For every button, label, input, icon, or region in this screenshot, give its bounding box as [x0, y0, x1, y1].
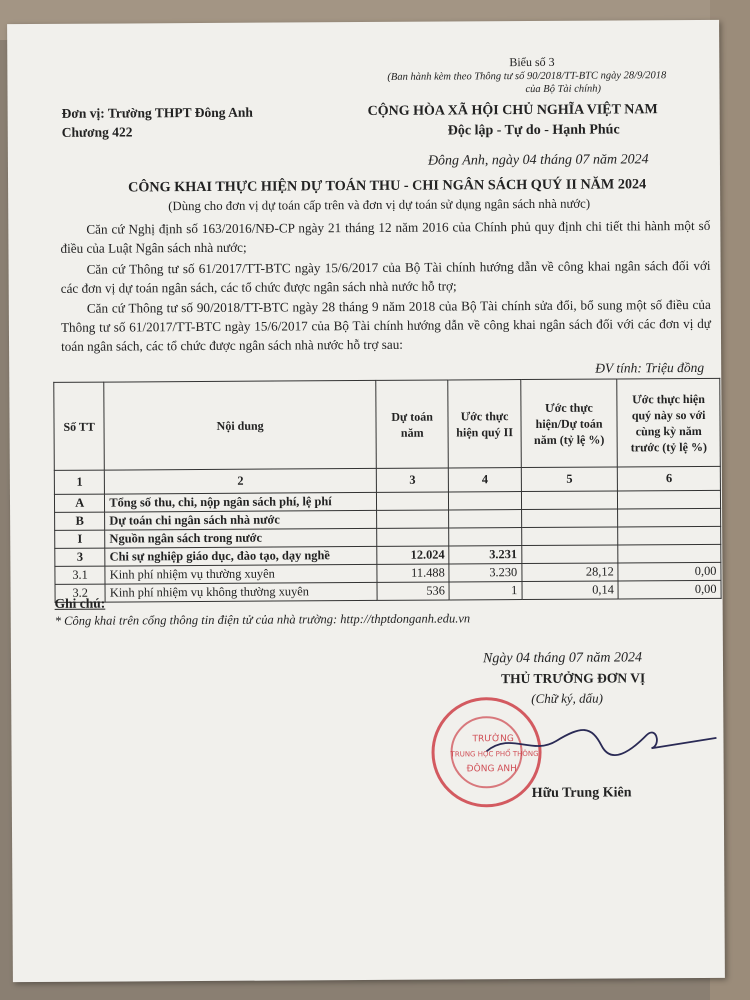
row-stt: B	[55, 512, 105, 530]
index-cell: 6	[618, 466, 721, 491]
row-ratio	[522, 545, 619, 564]
row-yoy: 0,00	[618, 580, 721, 599]
row-content: Nguồn ngân sách trong nước	[105, 528, 377, 548]
index-cell: 2	[105, 468, 377, 494]
row-plan: 536	[377, 582, 450, 600]
header-yoy: Ước thực hiện quý này so với cùng kỳ năm trước (tỷ lệ %)	[617, 378, 720, 467]
row-content: Chi sự nghiệp giáo dục, đào tạo, dạy nghề	[105, 546, 377, 566]
row-stt: 3.2	[55, 584, 105, 602]
row-plan	[376, 510, 449, 528]
row-yoy: 0,00	[618, 562, 721, 581]
signature-title: THỦ TRƯỞNG ĐƠN VỊ	[501, 670, 646, 687]
stamp-text-2: TRUNG HỌC PHỔ THÔNG	[450, 749, 539, 759]
header-plan: Dự toán năm	[376, 380, 449, 468]
row-stt: I	[55, 530, 105, 548]
row-yoy	[618, 508, 721, 527]
index-cell: 4	[449, 468, 522, 492]
row-q2: 3.230	[449, 564, 522, 582]
index-cell: 3	[376, 468, 449, 492]
row-ratio: 28,12	[522, 563, 619, 582]
budget-table	[53, 378, 721, 603]
stamp-text-3: ĐÔNG ANH	[466, 764, 517, 775]
document-page	[7, 20, 725, 982]
issued-by-line1: (Ban hành kèm theo Thông tư số 90/2018/TT-BTC ngày 28/9/2018	[387, 70, 667, 83]
row-ratio	[521, 491, 618, 510]
form-number: Biểu số 3	[509, 54, 555, 70]
republic-header: CỘNG HÒA XÃ HỘI CHỦ NGHĨA VIỆT NAM	[367, 102, 658, 119]
row-ratio	[521, 527, 618, 546]
row-yoy	[618, 544, 721, 563]
row-plan: 12.024	[377, 546, 450, 564]
table-header-row	[54, 378, 721, 470]
header-q2: Ước thực hiện quý II	[448, 380, 521, 468]
row-q2: 3.231	[449, 546, 522, 564]
row-yoy	[618, 526, 721, 545]
row-content: Kinh phí nhiệm vụ thường xuyên	[105, 564, 377, 584]
handwritten-signature	[481, 710, 721, 771]
row-plan	[376, 492, 449, 510]
paragraph-3: Căn cứ Thông tư số 90/2018/TT-BTC ngày 28 tháng 9 năm 2018 của Bộ Tài chính sửa đổi, bổ sung một số điều của Thông tư số 61/2017/TT-BTC ngày 15/6/2017 của Bộ Tài chính hướng dẫn về công khai ngân sách đối với các đơn vị dự toán ngân sách, các tổ chức được ngân sách nhà nước hỗ trợ sau:	[60, 296, 711, 354]
row-stt: 3.1	[55, 566, 105, 584]
signature-instruction: (Chữ ký, dấu)	[531, 690, 603, 706]
index-cell: 5	[521, 467, 618, 492]
row-q2	[449, 528, 522, 546]
notes-text: * Công khai trên cổng thông tin điện tử của nhà trường: http://thptdonganh.edu.vn	[54, 611, 471, 628]
row-ratio: 0,14	[522, 581, 619, 600]
table-row	[55, 580, 721, 602]
row-q2	[449, 492, 522, 510]
row-q2	[449, 510, 522, 528]
stamp-text-1: TRƯỜNG	[472, 734, 514, 745]
document-subtitle: (Dùng cho đơn vị dự toán cấp trên và đơn vị dự toán sử dụng ngân sách nhà nước)	[168, 196, 591, 214]
document-title: CÔNG KHAI THỰC HIỆN DỰ TOÁN THU - CHI NGÂN SÁCH QUÝ II NĂM 2024	[128, 176, 647, 196]
place-date: Đông Anh, ngày 04 tháng 07 năm 2024	[427, 152, 649, 169]
unit-name: Đơn vị: Trường THPT Đông Anh	[61, 104, 253, 121]
row-content: Tổng số thu, chi, nộp ngân sách phí, lệ phí	[105, 492, 377, 512]
issued-by-line2: của Bộ Tài chính)	[525, 83, 602, 96]
signature-date: Ngày 04 tháng 07 năm 2024	[482, 650, 643, 667]
chapter: Chương 422	[61, 124, 133, 140]
paragraph-2: Căn cứ Thông tư số 61/2017/TT-BTC ngày 15/6/2017 của Bộ Tài chính hướng dẫn về công khai ngân sách đối với các đơn vị dự toán ngân sách, các tổ chức được ngân sách nhà nước hỗ trợ;	[60, 257, 711, 296]
row-stt: A	[54, 494, 104, 512]
row-plan: 11.488	[377, 564, 450, 582]
row-plan	[377, 528, 450, 546]
row-stt: 3	[55, 548, 105, 566]
header-ratio: Ước thực hiện/Dự toán năm (tỷ lệ %)	[521, 379, 618, 468]
row-q2: 1	[449, 582, 522, 600]
row-yoy	[618, 490, 721, 509]
row-content: Dự toán chi ngân sách nhà nước	[105, 510, 377, 530]
paragraph-1: Căn cứ Nghị định số 163/2016/NĐ-CP ngày 21 tháng 12 năm 2016 của Chính phủ quy định chi tiết thi hành một số điều của Luật Ngân sách nhà nước;	[60, 217, 711, 256]
motto: Độc lập - Tự do - Hạnh Phúc	[447, 122, 620, 139]
header-stt: Số TT	[54, 382, 105, 470]
index-cell: 1	[54, 470, 104, 494]
row-content: Kinh phí nhiệm vụ không thường xuyên	[105, 582, 377, 602]
unit-note: ĐV tính: Triệu đồng	[595, 359, 705, 376]
row-ratio	[521, 509, 618, 528]
notes-label: Ghi chú:	[54, 595, 106, 611]
header-content: Nội dung	[104, 380, 376, 470]
signer-name: Hữu Trung Kiên	[531, 785, 632, 801]
